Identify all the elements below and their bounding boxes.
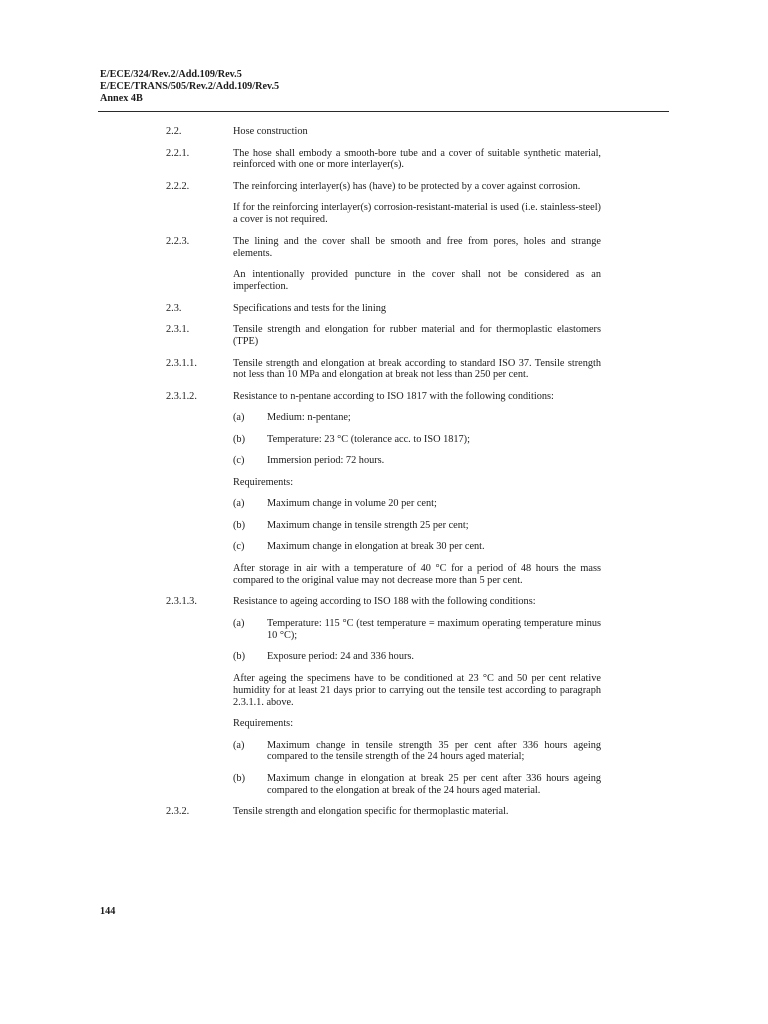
list-item-text: Maximum change in tensile strength 35 per cent after 336 hours ageing compared to the tensile strength of the 24 hours aged material; <box>267 739 601 763</box>
paragraph-text: After ageing the specimens have to be conditioned at 23 °C and 50 per cent relative humidity for at least 21 days prior to carrying out the tensile test according to paragraph 2.3.1.1. above. <box>233 672 601 708</box>
paragraph <box>0 126 768 138</box>
list-item-text: Maximum change in tensile strength 25 per cent; <box>267 519 469 531</box>
header-rule <box>98 111 669 112</box>
list-item <box>233 498 601 510</box>
list-item <box>233 412 601 424</box>
list-item-label: (a) <box>233 739 245 751</box>
paragraph-text: The reinforcing interlayer(s) has (have) to be protected by a cover against corrosion. <box>233 180 581 192</box>
list-item <box>233 618 601 642</box>
list-item-text: Maximum change in elongation at break 30 per cent. <box>267 541 485 553</box>
list-item <box>233 651 601 663</box>
paragraph-text: Requirements: <box>233 476 294 488</box>
list-item-text: Exposure period: 24 and 336 hours. <box>267 651 414 663</box>
header-annex: Annex 4B <box>100 92 143 104</box>
list-item <box>233 773 601 797</box>
list-item-label: (b) <box>233 651 246 663</box>
paragraph-text: The hose shall embody a smooth-bore tube and a cover of suitable synthetic material, reinforced with one or more interlayer(s). <box>233 147 601 171</box>
list-item-label: (b) <box>233 433 246 445</box>
paragraph-number: 2.3.1. <box>166 324 190 336</box>
paragraph <box>0 148 768 172</box>
paragraph-text: Tensile strength and elongation at break according to standard ISO 37. Tensile strength not less than 10 MPa and elongation at break not less than 250 per cent. <box>233 357 601 381</box>
paragraph <box>0 181 768 193</box>
paragraph <box>0 358 768 382</box>
paragraph <box>0 269 768 293</box>
list-item-label: (c) <box>233 455 245 467</box>
list-item-text: Maximum change in elongation at break 25 per cent after 336 hours ageing compared to the elongation at break of the 24 hours aged material. <box>267 772 601 796</box>
paragraph <box>0 303 768 315</box>
paragraph-number: 2.2.3. <box>166 235 190 247</box>
list-item-label: (a) <box>233 412 245 424</box>
paragraph-text: Tensile strength and elongation for rubber material and for thermoplastic elastomers (TPE) <box>233 324 601 348</box>
document-header <box>100 69 279 104</box>
paragraph-text: Resistance to ageing according to ISO 188 with the following conditions: <box>233 596 536 608</box>
page-number: 144 <box>100 906 116 917</box>
list-item-label: (a) <box>233 498 245 510</box>
paragraph-number: 2.2.1. <box>166 147 190 159</box>
paragraph-text: Resistance to n-pentane according to ISO 1817 with the following conditions: <box>233 390 554 402</box>
document-body <box>0 126 768 828</box>
list-item-text: Temperature: 115 °C (test temperature = maximum operating temperature minus 10 °C); <box>267 617 601 641</box>
paragraph <box>0 202 768 226</box>
paragraph-text: If for the reinforcing interlayer(s) corrosion-resistant-material is used (i.e. stainless-steel) a cover is not required. <box>233 202 601 226</box>
paragraph <box>0 477 768 489</box>
paragraph-text: After storage in air with a temperature of 40 °C for a period of 48 hours the mass compared to the original value may not decrease more than 5 per cent. <box>233 562 601 586</box>
list-item-label: (b) <box>233 519 246 531</box>
paragraph-number: 2.2.2. <box>166 180 190 192</box>
paragraph-number: 2.2. <box>166 126 182 137</box>
list-item <box>233 541 601 553</box>
list-item <box>233 520 601 532</box>
paragraph <box>0 324 768 348</box>
list-item <box>233 740 601 764</box>
paragraph <box>0 563 768 587</box>
list-item-text: Maximum change in volume 20 per cent; <box>267 498 437 510</box>
paragraph-number: 2.3.2. <box>166 806 190 818</box>
header-symbol-2: E/ECE/TRANS/505/Rev.2/Add.109/Rev.5 <box>100 80 280 92</box>
list-item-text: Medium: n-pentane; <box>267 412 351 424</box>
paragraph <box>0 718 768 730</box>
paragraph <box>0 596 768 608</box>
paragraph-text: An intentionally provided puncture in the cover shall not be considered as an imperfection. <box>233 269 601 293</box>
paragraph-text: Requirements: <box>233 718 294 730</box>
list-item-label: (b) <box>233 772 246 784</box>
paragraph-number: 2.3.1.1. <box>166 357 197 369</box>
list-item-text: Temperature: 23 °C (tolerance acc. to ISO 1817); <box>267 433 470 445</box>
paragraph <box>0 673 768 709</box>
list-item <box>233 455 601 467</box>
paragraph-number: 2.3. <box>166 302 182 314</box>
list-item <box>233 434 601 446</box>
paragraph-text: The lining and the cover shall be smooth and free from pores, holes and strange elements. <box>233 235 601 259</box>
paragraph-text: Specifications and tests for the lining <box>233 302 386 314</box>
paragraph <box>0 391 768 403</box>
paragraph-text: Hose construction <box>233 126 308 137</box>
list-item-label: (c) <box>233 541 245 553</box>
paragraph <box>0 236 768 260</box>
list-item-label: (a) <box>233 617 245 629</box>
list-item-text: Immersion period: 72 hours. <box>267 455 385 467</box>
paragraph-number: 2.3.1.2. <box>166 390 197 402</box>
paragraph-number: 2.3.1.3. <box>166 596 197 608</box>
paragraph-text: Tensile strength and elongation specific for thermoplastic material. <box>233 806 509 818</box>
paragraph <box>0 806 768 818</box>
header-symbol-1: E/ECE/324/Rev.2/Add.109/Rev.5 <box>100 69 242 80</box>
